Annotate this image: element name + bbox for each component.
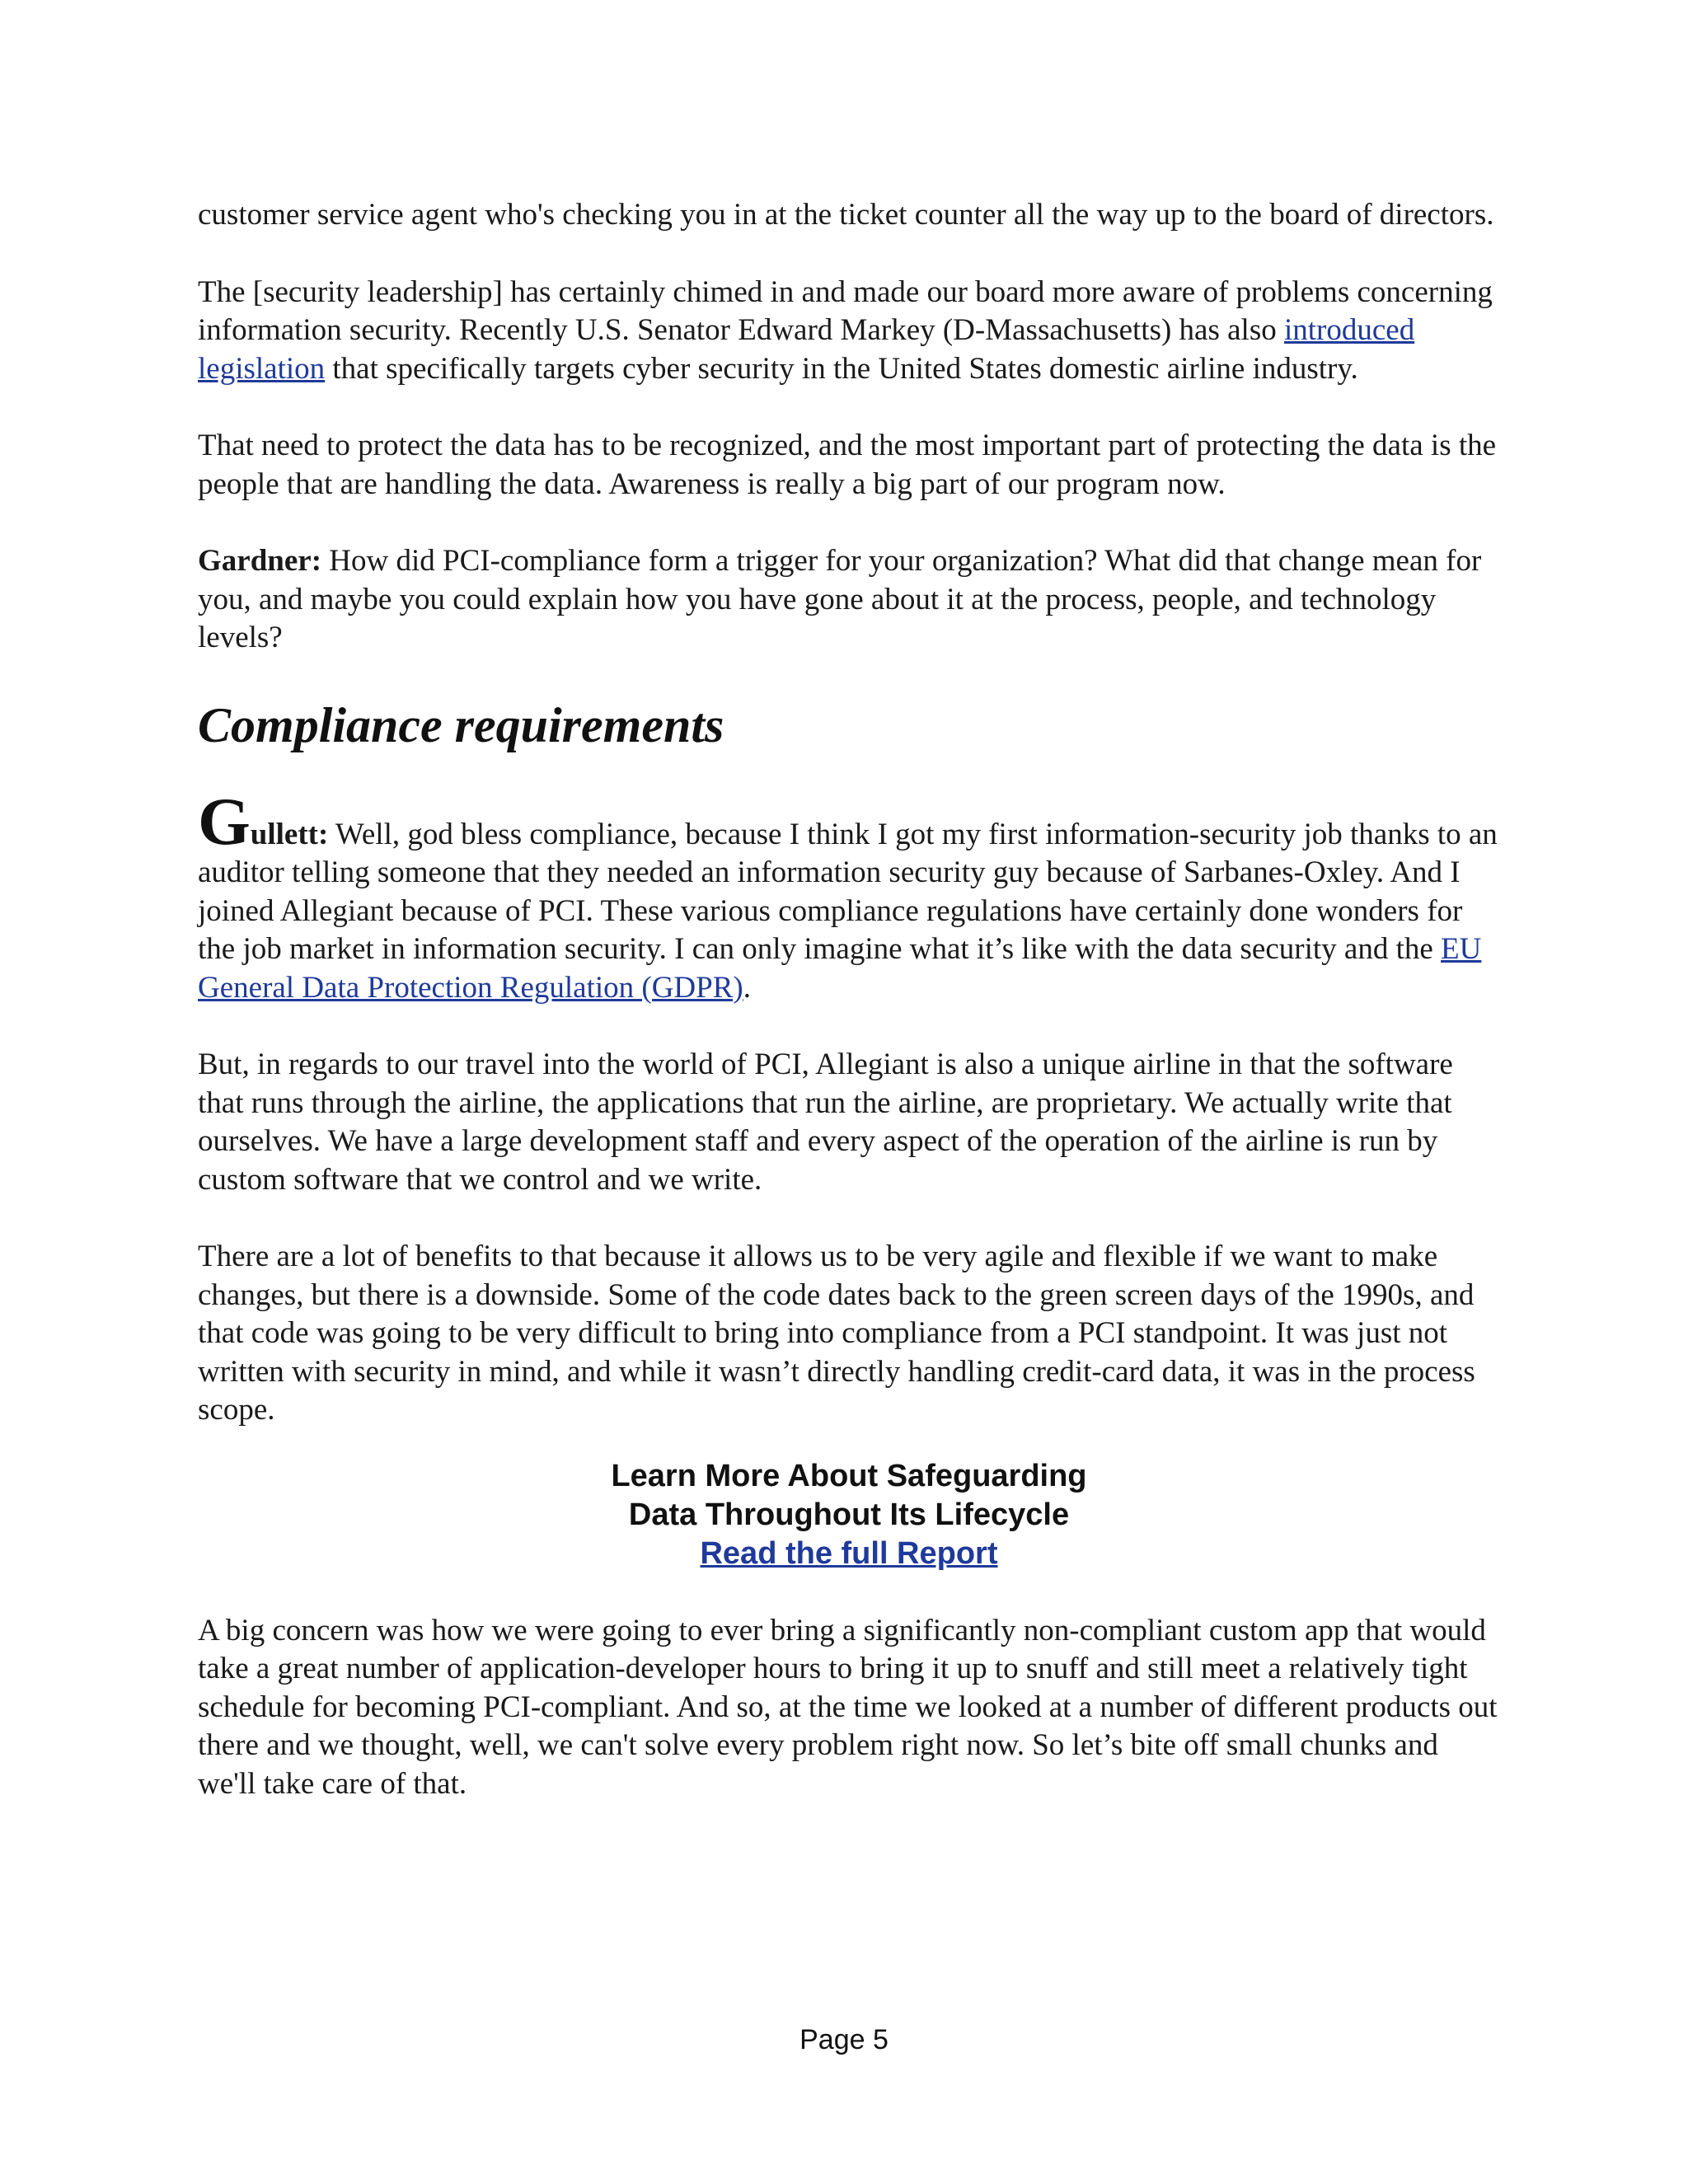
paragraph-7: There are a lot of benefits to that because it allows us to be very agile and flexible if we want to make changes, but there is a downside. Some of the code dates back to the green screen days of the 1990s, and that code was going to be very difficult to bring into compliance from a PCI standpoint. It was just not written with security in mind, and while it wasn’t directly handling credit-card data, it was in the process scope. <box>198 1240 1475 1427</box>
paragraph-2-text-before: The [security leadership] has certainly chimed in and made our board more aware of problems concerning information security. Recently U.S. Senator Edward Markey (D-Massachusetts) has also <box>198 274 1493 347</box>
paragraph-1: customer service agent who's checking you in at the ticket counter all the way up to the board of directors. <box>198 198 1494 232</box>
introduced-legislation-link[interactable]: introduced legislation <box>198 313 1415 386</box>
paragraph-4-text: How did PCI-compliance form a trigger for your organization? What did that change mean for you, and maybe you could explain how you have gone about it at the process, people, and technology levels? <box>198 544 1482 654</box>
paragraph-4 <box>198 542 1500 658</box>
paragraph-5-text-after: . <box>743 970 751 1005</box>
callout-line-1: Learn More About Safeguarding <box>611 1458 1087 1493</box>
gdpr-link[interactable]: EU General Data Protection Regulation (GDPR) <box>198 932 1482 1005</box>
speaker-label-gullett: ullett: <box>250 817 329 851</box>
paragraph-5 <box>198 783 1500 1008</box>
article-body <box>198 196 1500 1842</box>
callout-line-2: Data Throughout Its Lifecycle <box>628 1497 1070 1532</box>
drop-cap: G <box>198 783 251 859</box>
read-full-report-link[interactable]: Read the full Report <box>700 1535 998 1571</box>
speaker-label-gardner: Gardner: <box>198 544 322 578</box>
page-number: Page 5 <box>799 2024 889 2055</box>
report-callout <box>198 1457 1500 1573</box>
paragraph-6: But, in regards to our travel into the world of PCI, Allegiant is also a unique airline in that the software that runs through the airline, the applications that run the airline, are proprietary. We actually write that ourselves. We have a large development staff and every aspect of the operation of the airline is run by custom software that we control and we write. <box>198 1047 1453 1197</box>
paragraph-5-text-before: Well, god bless compliance, because I think I got my first information-security job thanks to an auditor telling someone that they needed an information security guy because of Sarbanes-Oxley. And I joined Allegiant because of PCI. These various compliance regulations have certainly done wonders for the job market in information security. I can only imagine what it’s like with the data security and the <box>198 817 1498 966</box>
paragraph-3: That need to protect the data has to be recognized, and the most important part of protecting the data is the people that are handling the data. Awareness is really a big part of our program now. <box>198 429 1497 501</box>
paragraph-8: A big concern was how we were going to ever bring a significantly non-compliant custom app that would take a great number of application-developer hours to bring it up to snuff and still meet a relatively tight schedule for becoming PCI-compliant. And so, at the time we looked at a number of different products out there and we thought, well, we can't solve every problem right now. So let’s bite off small chunks and we'll take care of that. <box>198 1613 1498 1801</box>
section-heading: Compliance requirements <box>198 697 724 752</box>
paragraph-2 <box>198 274 1500 389</box>
paragraph-2-text-after: that specifically targets cyber security in the United States domestic airline industry. <box>325 351 1358 386</box>
